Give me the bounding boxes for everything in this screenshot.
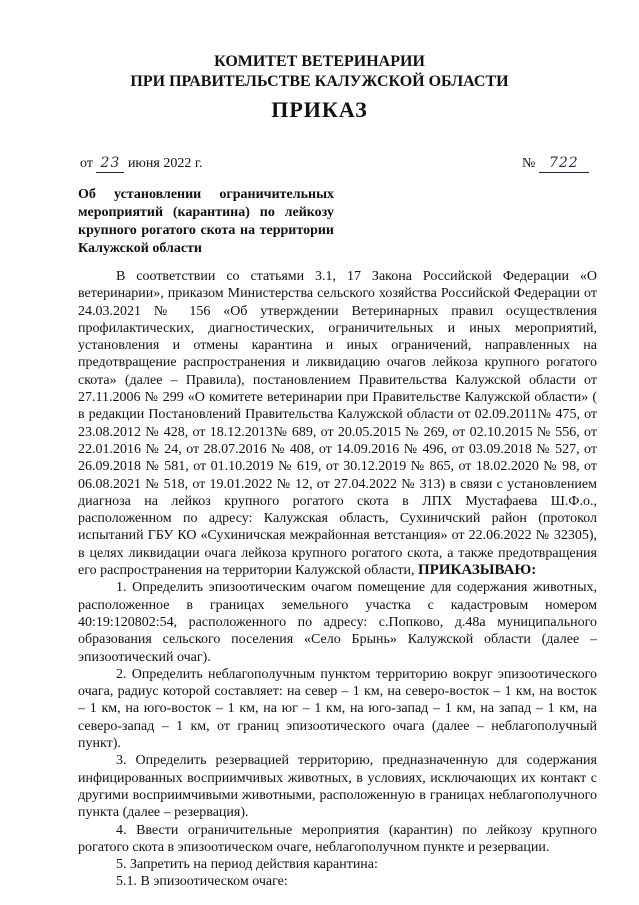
date-prefix: от — [80, 156, 93, 171]
subject-line: мероприятий (карантина) по лейкозу — [78, 205, 334, 220]
text-line: 24.03.2021 № 156 «Об утверждении Ветеринарных правил осуществления — [78, 303, 597, 319]
committee-affiliation: ПРИ ПРАВИТЕЛЬСТВЕ КАЛУЖСКОЙ ОБЛАСТИ — [130, 73, 509, 90]
document-number — [522, 154, 589, 173]
document-type-title: ПРИКАЗ — [271, 97, 368, 122]
text-line: 06.08.2021 № 518, от 19.01.2022 № 12, от 27.04.2022 № 313) в связи с установлением — [78, 476, 597, 492]
text-line: установления и отмены карантина и иных ограничений, направленных на — [78, 338, 597, 354]
text-line: 26.09.2018 № 581, от 01.10.2019 № 619, от 30.12.2019 № 865, от 18.02.2020 № 98, от — [78, 459, 597, 475]
text-line: 3. Определить резервацией территорию, предназначенную для содержания — [116, 753, 597, 769]
preamble-last-line: его распространения на территории Калужской области, — [78, 563, 415, 579]
text-line: другими восприимчивыми животными, расположенную в границах неблагополучного — [78, 787, 597, 803]
number-prefix: № — [522, 156, 536, 171]
clause-2 — [78, 666, 597, 752]
text-line: эпизоотический очаг). — [78, 649, 211, 665]
document-date — [80, 154, 202, 173]
text-line: ветеринарии», приказом Министерства сельского хозяйства Российской Федерации от — [78, 286, 597, 302]
text-line: пункт). — [78, 736, 121, 752]
text-line: пункта (далее – резервация). — [78, 805, 249, 821]
text-line: расположенное в границах земельного участка с кадастровым номером — [78, 597, 597, 613]
text-line: предотвращение распространения и ликвидацию очагов лейкоза крупного рогатого — [78, 355, 597, 371]
text-line: очага, радиус которой составляет: на север – 1 км, на северо-восток – 1 км, на восток — [78, 684, 597, 700]
date-month-year: июня 2022 г. — [127, 156, 203, 171]
text-line: 23.08.2012 № 428, от 18.12.2013№ 689, от 20.05.2015 № 269, от 02.10.2015 № 556, от — [78, 424, 597, 440]
clause-5: 5. Запретить на период действия карантина: — [116, 857, 378, 873]
clause-5-1: 5.1. В эпизоотическом очаге: — [116, 874, 288, 890]
order-body — [78, 268, 597, 891]
text-line: в редакции Постановлений Правительства Калужской области от 02.09.2011№ 475, от — [78, 407, 597, 423]
text-line: В соответствии со статьями 3.1, 17 Закона Российской Федерации «О — [116, 269, 597, 284]
committee-name: КОМИТЕТ ВЕТЕРИНАРИИ — [214, 53, 425, 70]
text-line: 1. Определить эпизоотическим очагом помещение для содержания животных, — [116, 580, 597, 596]
text-line: профилактических, диагностических, ограничительных и иных мероприятий, — [78, 320, 597, 336]
text-line: рогатого скота в эпизоотическом очаге, неблагополучном пункте и резервации. — [78, 839, 550, 855]
text-line: расположенном по адресу: Калужская область, Сухиничский район (протокол — [78, 511, 597, 527]
preamble-paragraph — [78, 268, 597, 579]
subject-line: Калужской области — [78, 241, 202, 256]
text-line: – 1 км, на юго-восток – 1 км, на юг – 1 км, на юго-запад – 1 км, на запад – 1 км, на — [78, 701, 597, 717]
subject-line: крупного рогатого скота на территории — [78, 223, 334, 238]
clause-3 — [78, 752, 597, 821]
text-line: скота» (далее – Правила), постановлением Правительства Калужской области от — [78, 372, 597, 388]
subject-line: Об установлении ограничительных — [78, 187, 334, 202]
text-line: испытаний ГБУ КО «Сухиничская межрайонная ветстанция» от 22.06.2022 № 32305), — [78, 528, 597, 544]
order-subject — [78, 186, 334, 258]
text-line: 27.11.2006 № 299 «О комитете ветеринарии при Правительстве Калужской области» ( — [78, 390, 597, 406]
order-word: ПРИКАЗЫВАЮ: — [417, 562, 537, 579]
text-line: диагноза на лейкоз крупного рогатого скота в ЛПХ Мустафаева Ш.Ф.о., — [78, 493, 597, 509]
text-line — [78, 562, 597, 579]
text-line: 40:19:120802:54, расположенного по адресу: с.Попково, д.48а муниципального — [78, 614, 597, 630]
text-line: инфицированных восприимчивых животных, в условиях, исключающих их контакт с — [78, 770, 597, 786]
text-line: образования сельского поселения «Село Брынь» Калужской области (далее – — [78, 632, 597, 648]
text-line: 22.01.2016 № 24, от 28.07.2016 № 408, от 14.09.2016 № 496, от 03.09.2018 № 527, от — [78, 441, 597, 457]
text-line: 4. Ввести ограничительные мероприятия (карантин) по лейкозу крупного — [116, 822, 597, 838]
number-handwritten: 722 — [539, 154, 589, 173]
text-line: в целях ликвидации очага лейкоза крупного рогатого скота, а также предотвращения — [78, 545, 597, 561]
clause-1 — [78, 579, 597, 665]
text-line: северо-запад – 1 км, от границ эпизоотического очага (далее – неблагополучный — [78, 718, 597, 734]
text-line: 2. Определить неблагополучным пунктом территорию вокруг эпизоотического — [116, 666, 597, 682]
clause-4 — [78, 822, 597, 857]
date-day-handwritten: 23 — [96, 154, 124, 173]
